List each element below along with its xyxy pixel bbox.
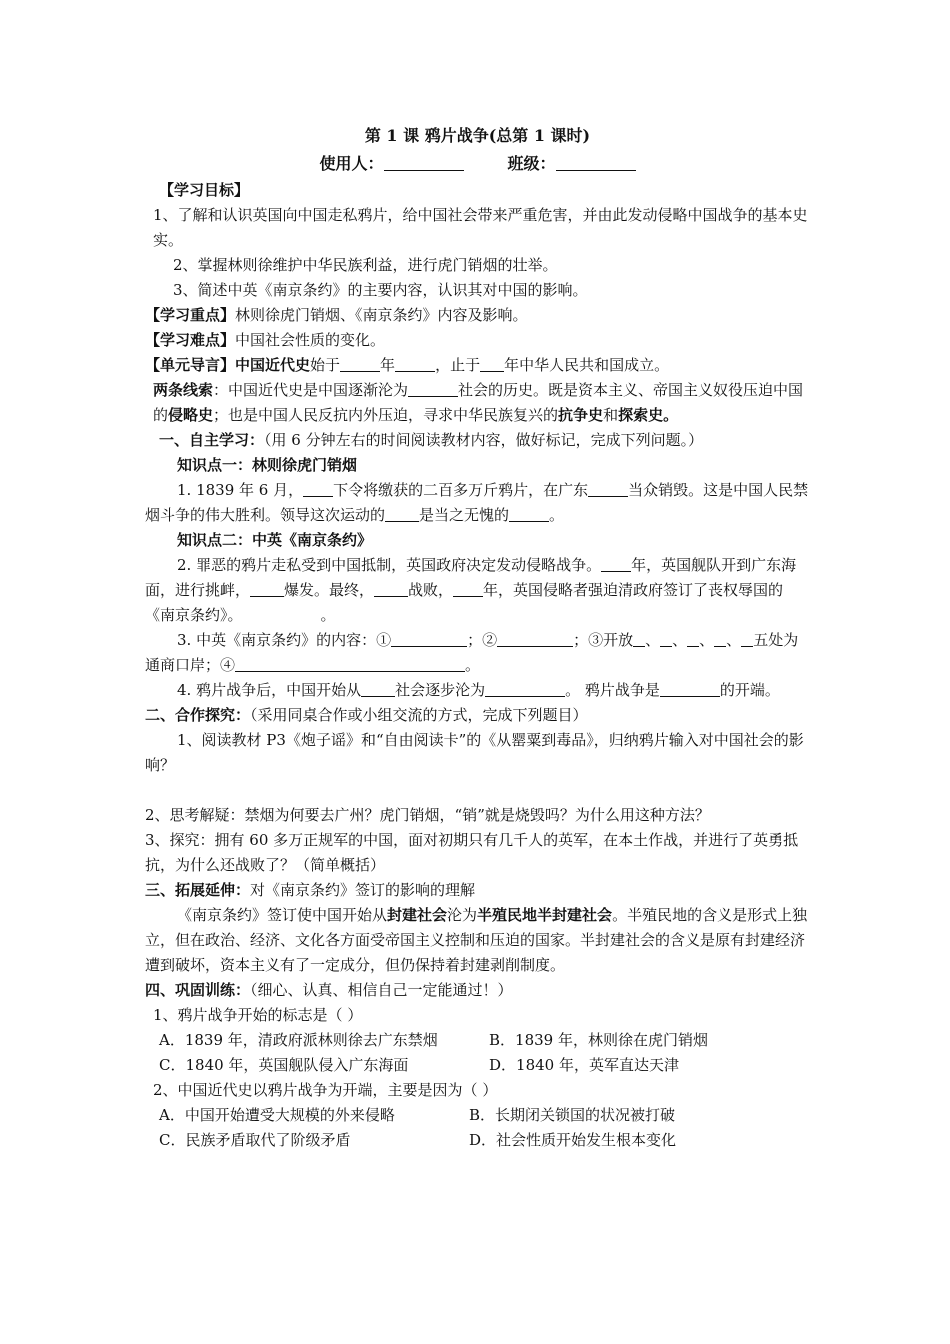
goal-2: 2、掌握林则徐维护中华民族利益，进行虎门销烟的壮举。 (173, 256, 558, 274)
guide-label: 【单元导言】 (145, 356, 236, 374)
q2-text-c: 爆发。最终， (284, 581, 375, 599)
q2-text-a: 2. 罪恶的鸦片走私受到中国抵制，英国政府决定发动侵略战争。 (177, 556, 602, 574)
goal-3: 3、简述中英《南京条约》的主要内容，认识其对中国的影响。 (173, 281, 588, 299)
knowledge-point-1: 知识点一：林则徐虎门销烟 (177, 456, 358, 474)
s4-title: 四、巩固训练： (145, 981, 251, 999)
s4-question-1: 1、鸦片战争开始的标志是（ ） (153, 1006, 363, 1024)
s3-bold-1: 封建社会 (387, 906, 448, 924)
s1-note: （用 6 分钟左右的时间阅读教材内容，做好标记，完成下列问题。） (264, 431, 704, 449)
q2-text-e: 年，英国侵略者强迫清政府签订了丧权辱国的 《南京条约》。 (145, 581, 784, 624)
blank[interactable] (633, 631, 645, 647)
q2-text-b: 年，英国舰队开到广东海面，进行挑衅， (145, 556, 797, 599)
key-text: 林则徐虎门销烟、《南京条约》内容及影响。 (235, 306, 528, 324)
q3-text-a: 3. 中英《南京条约》的内容：① (177, 631, 392, 649)
clues-label: 两条线索 (153, 381, 214, 399)
worksheet-page (145, 122, 810, 1153)
s2-question-1: 1、阅读教材 P3《炮子谣》和“自由阅读卡”的《从罂粟到毒品》，归纳鸦片输入对中国社会的影响？ (145, 731, 804, 774)
q3-sep: 、 (726, 631, 742, 649)
s1-title: 一、自主学习： (159, 431, 265, 449)
guide-bold: 中国近代史 (235, 356, 311, 374)
knowledge-point-2: 知识点二：中英《南京条约》 (177, 531, 373, 549)
s3-paragraph (145, 903, 810, 978)
q3-text-e: 五处为通商口岸；④ (145, 631, 799, 674)
blank[interactable] (485, 681, 565, 697)
q3-text-c: ；③开放 (573, 631, 634, 649)
section-3-heading (145, 878, 810, 903)
q4-text-c: 。 鸦片战争是 (565, 681, 660, 699)
option-d[interactable]: D．1840 年，英军直达天津 (489, 1056, 679, 1074)
lesson-title (145, 122, 810, 178)
q3-sep: 、 (672, 631, 688, 649)
clues-text-4: 和 (603, 406, 619, 424)
s4-q2-options-row-1 (145, 1103, 810, 1128)
guide-text-3: ，止于 (435, 356, 481, 374)
key-label: 【学习重点】 (145, 306, 236, 324)
blank[interactable] (391, 631, 467, 647)
blank[interactable] (374, 581, 408, 597)
two-clues (145, 378, 810, 428)
q3-sep: 、 (645, 631, 661, 649)
blank[interactable] (687, 631, 699, 647)
unit-guide (145, 353, 810, 378)
q1-text-e: 。 (549, 506, 565, 524)
s4-note: （细心、认真、相信自己一定能通过！） (250, 981, 513, 999)
clues-text-2: 社会的历史。既是资本主义、帝国主义奴役压迫中国的 (153, 381, 804, 424)
blank[interactable] (741, 631, 753, 647)
blank[interactable] (235, 656, 465, 672)
option-a[interactable]: A．1839 年，清政府派林则徐去广东禁烟 (159, 1031, 438, 1049)
option-a[interactable]: A．中国开始遭受大规模的外来侵略 (159, 1106, 395, 1124)
blank[interactable] (340, 356, 380, 372)
q4-text-a: 4. 鸦片战争后，中国开始从 (177, 681, 362, 699)
q1-text-d: 是当之无愧的 (419, 506, 510, 524)
s3-title: 三、拓展延伸： (145, 881, 251, 899)
title-fields (145, 150, 810, 178)
blank[interactable] (497, 631, 573, 647)
s3-text-1: 《南京条约》签订使中国开始从 (177, 906, 388, 924)
s2-question-3: 3、探究：拥有 60 多万正规军的中国，面对初期只有几千人的英军，在本土作战，并进行了英勇抵抗，为什么还战败了？（简单概括） (145, 831, 799, 874)
clues-text-3: ；也是中国人民反抗内外压迫，寻求中华民族复兴的 (213, 406, 559, 424)
blank[interactable] (601, 556, 631, 572)
option-d[interactable]: D．社会性质开始发生根本变化 (469, 1131, 677, 1149)
q3-text-f: 。 (465, 656, 481, 674)
s4-q1-options-row-1 (145, 1028, 810, 1053)
q2-text-f: 。 (320, 606, 336, 624)
q1-text-c: 当众销毁。这是中国人民禁烟斗争的伟大胜利。领导这次运动的 (145, 481, 809, 524)
clues-bold-2: 抗争史 (558, 406, 604, 424)
q3-sep: 、 (699, 631, 715, 649)
q4-text-b: 社会逐步沦为 (395, 681, 486, 699)
title-line: 第 1 课 鸦片战争(总第 1 课时) (364, 126, 591, 145)
option-c[interactable]: C．1840 年，英国舰队侵入广东海面 (159, 1056, 409, 1074)
s4-question-2: 2、中国近代史以鸦片战争为开端，主要是因为（ ） (153, 1081, 498, 1099)
blank[interactable] (303, 481, 333, 497)
section-1-heading (145, 428, 810, 453)
blank[interactable] (408, 381, 458, 397)
blank[interactable] (480, 356, 504, 372)
s3-text-3: 。半殖民地的含义是形式上独立，但在政治、经济、文化各方面受帝国主义控制和压迫的国家。半封建社会的含义是原有封建经济遭到破坏，资本主义有了一定成分，但仍保持着封建剥削制度。 (145, 906, 808, 974)
clues-text-1: ：中国近代史是中国逐渐沦为 (213, 381, 409, 399)
q2-text-d: 战败， (408, 581, 454, 599)
blank[interactable] (660, 631, 672, 647)
s3-bold-2: 半殖民地半封建社会 (477, 906, 613, 924)
option-b[interactable]: B．1839 年，林则徐在虎门销烟 (489, 1031, 708, 1049)
clues-bold-1: 侵略史 (168, 406, 214, 424)
question-1-3 (145, 628, 810, 678)
difficulty-label: 【学习难点】 (145, 331, 236, 349)
section-2-heading (145, 703, 810, 728)
s2-note: （采用同桌合作或小组交流的方式，完成下列题目） (250, 706, 588, 724)
question-1-2 (145, 553, 810, 628)
s2-question-2: 2、思考解疑：禁烟为何要去广州？虎门销烟，“销”就是烧毁吗？为什么用这种方法？ (145, 806, 710, 824)
option-b[interactable]: B．长期闭关锁国的状况被打破 (469, 1106, 676, 1124)
option-c[interactable]: C．民族矛盾取代了阶级矛盾 (159, 1131, 351, 1149)
q4-text-d: 的开端。 (719, 681, 780, 699)
s2-title: 二、合作探究： (145, 706, 251, 724)
q1-text-a: 1. 1839 年 6 月， (177, 481, 304, 499)
goal-1: 1、了解和认识英国向中国走私鸦片，给中国社会带来严重危害，并由此发动侵略中国战争的基本史实。 (153, 206, 808, 249)
s3-note: 对《南京条约》签订的影响的理解 (250, 881, 476, 899)
guide-text-4: 年中华人民共和国成立。 (504, 356, 670, 374)
guide-text-2: 年 (380, 356, 396, 374)
class-label: 班级： (507, 154, 556, 173)
clues-text-5: 。 (663, 406, 679, 424)
key-points (145, 303, 810, 328)
blank[interactable] (714, 631, 726, 647)
q3-text-b: ；② (467, 631, 498, 649)
guide-text-1: 始于 (310, 356, 341, 374)
blank[interactable] (453, 581, 483, 597)
blank[interactable] (385, 506, 419, 522)
blank[interactable] (250, 581, 284, 597)
s3-text-2: 沦为 (447, 906, 478, 924)
s4-q2-options-row-2 (145, 1128, 810, 1153)
class-blank[interactable] (556, 154, 636, 171)
user-label: 使用人： (319, 154, 384, 173)
s4-q1-options-row-2 (145, 1053, 810, 1078)
user-blank[interactable] (384, 154, 464, 171)
blank[interactable] (509, 506, 549, 522)
question-1-1 (145, 478, 810, 528)
blank[interactable] (588, 481, 628, 497)
clues-bold-3: 探索史 (618, 406, 664, 424)
blank[interactable] (361, 681, 395, 697)
blank[interactable] (660, 681, 720, 697)
answer-space[interactable] (145, 778, 810, 803)
difficulty-text: 中国社会性质的变化。 (235, 331, 386, 349)
blank[interactable] (395, 356, 435, 372)
question-1-4 (145, 678, 810, 703)
section-4-heading (145, 978, 810, 1003)
q1-text-b: 下令将缴获的二百多万斤鸦片，在广东 (333, 481, 589, 499)
difficulty (145, 328, 810, 353)
goals-heading: 【学习目标】 (159, 181, 250, 199)
